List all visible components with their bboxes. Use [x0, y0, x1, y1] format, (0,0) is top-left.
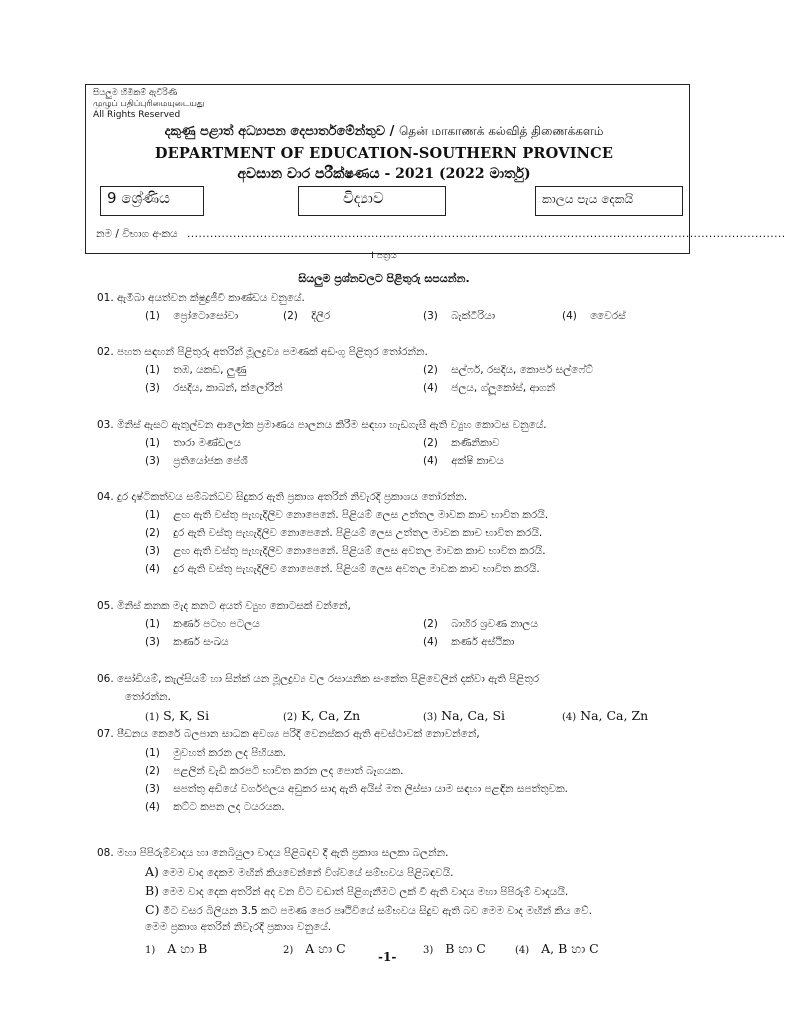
name-dotted-line: ............................................................................................................................................................: [186, 228, 786, 240]
question-text: මිනිස් ඇසට ඇතුල්වන ආලෝක ප්‍රමාණය පාලනය කිරීම සඳහා හැඩගැසී ඇති ව්‍යුහ කොටස වනුයේ.: [117, 419, 547, 431]
question-number: 01.: [97, 292, 114, 304]
question-5: [97, 600, 351, 613]
subject-box: විද්‍යාව: [298, 186, 446, 216]
q3-option-4: (4) අක්ෂි කාචය: [423, 455, 504, 467]
rights-line-english: All Rights Reserved: [93, 110, 181, 120]
name-index-label: නම / විභාග අංකය: [96, 228, 178, 240]
question-6: [97, 673, 539, 686]
q8-statement-c: C) මීට වසර බිලියන 3.5 කට පමණ පෙර පෘථිවියේ සම්භවය සිදුව ඇති බව මෙම වාද මඟින් කිය වේ.: [145, 902, 592, 917]
q5-option-4: (4) කර්ණ අස්ථිකා: [423, 636, 515, 648]
question-text: සෝඩියම්, කැල්සියම් හා සින්ක් යන මූලද්‍රව්‍ය වල රසායනික සංකේත පිළිවෙලින් දක්වා ඇති පිළිතුර: [117, 673, 540, 685]
q2-option-3: (3) රසදිය, කාබන්, ක්ලෝරීන්: [145, 382, 283, 394]
name-index-row: [96, 228, 786, 241]
question-number: 08.: [97, 847, 114, 859]
question-number: 07.: [97, 728, 114, 740]
question-2: [97, 346, 428, 359]
q7-option-2: (2) පළලින් වැඩි කරපටි භාවිත කරන ලද පොත් බෑගයක.: [145, 765, 404, 777]
question-4: [97, 491, 467, 504]
question-7: [97, 728, 480, 741]
q1-option-2: (2) දිලීර: [283, 310, 331, 322]
q8-option-2: 2) A හා C: [283, 941, 346, 956]
q8-prompt: මෙම ප්‍රකාශ අතරින් නිවැරදි ප්‍රකාශ වනුයේ.: [145, 921, 332, 933]
question-text: දුර දෘෂ්ටිකත්වය සම්බන්ධව සිදුකර ඇති ප්‍රකාශ අතරින් නිවැරදි ප්‍රකාශය තෝරන්න.: [117, 491, 468, 503]
question-6-continued: තෝරන්න.: [125, 691, 171, 703]
question-1: [97, 292, 305, 305]
rights-line-tamil: முழுப் பதிப்புரிமையுடையது: [93, 99, 205, 109]
q1-option-4: (4) වෛරස්: [562, 310, 626, 322]
q5-option-2: (2) බාහිර ශ්‍රවණ නාලය: [423, 618, 538, 630]
q8-option-1: 1) A හා B: [145, 941, 208, 956]
question-3: [97, 419, 547, 432]
question-number: 03.: [97, 419, 114, 431]
grade-box: 9 ශ්‍රේණිය: [100, 186, 204, 216]
question-number: 04.: [97, 491, 114, 503]
q5-option-3: (3) කර්ණ සංඛය: [145, 636, 229, 648]
q5-option-1: (1) කර්ණ පටහ පටලය: [145, 618, 260, 630]
q7-option-4: (4) කට්ට කපන ලද ටයරයක.: [145, 801, 285, 813]
q7-option-1: (1) මුවහත් කරන ලද පිහියක.: [145, 747, 286, 759]
q7-option-3: (3) සපත්තු අඩියේ වර්ගඵලය අඩුකර සාදා ඇති අයිස් මත ලිස්සා යාම සඳහා පළඳින සපත්තුවක.: [145, 783, 568, 795]
q6-option-4: (4) Na, Ca, Zn: [562, 708, 649, 723]
question-text: පහත සඳහන් පිළිතුරු අතරින් මූලද්‍රව්‍ය පමණක් අඩංගු පිළිතුර තෝරන්න.: [117, 346, 428, 358]
q2-option-4: (4) ජලය, ග්ලූකෝස්, ආගන්: [423, 382, 556, 394]
q4-option-4: (4) දුර ඇති වස්තු පැහැදිලිව නොපෙනේ. පිළියම් ලෙස අවතල මාවක කාච භාවිත කරයි.: [145, 563, 540, 575]
q3-option-3: (3) ප්‍රතියෝජක පේශී: [145, 455, 248, 467]
q8-statement-b: B) මෙම වාද දෙක අතරින් අද වන විට වඩාත් පිළිගැනීමට ලක් වී ඇති වාදය මහා පිපිරුම් වාදයයි.: [145, 883, 569, 898]
question-8: [97, 847, 448, 860]
question-number: 05.: [97, 600, 114, 612]
page-number: -1-: [378, 950, 397, 964]
q8-option-3: 3) B හා C: [423, 941, 486, 956]
q4-option-1: (1) ළඟ ඇති වස්තු පැහැදිලිව නොපෙනේ. පිළියම් ලෙස උත්තල මාවක කාච භාවිත කරයි.: [145, 509, 549, 521]
instruction: සියලුම ප්‍රශ්නවලට පිළිතුරු සපයන්න.: [298, 272, 470, 285]
part-label: I පත්‍රය: [371, 251, 397, 261]
q4-option-3: (3) ළඟ ඇති වස්තු පැහැදිලිව නොපෙනේ. පිළියම් ලෙස අවතල මාවක කාච භාවිත කරයි.: [145, 545, 546, 557]
q3-option-1: (1) තාරා මණ්ඩලය: [145, 437, 242, 449]
exam-title: අවසාන වාර පරීක්ෂණය - 2021 (2022 මාර්තු): [237, 166, 531, 182]
question-text: ඇමීබා අයත්වන ක්ෂුද්‍රජීවී කාණ්ඩය වනුයේ.: [117, 292, 305, 304]
q8-option-4: (4) A, B හා C: [515, 941, 599, 956]
q3-option-2: (2) කණිනිකාව: [423, 437, 500, 449]
department-name-sinhala-tamil: [0, 124, 768, 140]
q8-statement-a: A) මෙම වාද දෙකම මඟින් කියවෙන්නේ විශ්වයේ සම්භවය පිළිබඳවයි.: [145, 864, 454, 879]
q6-option-3: (3) Na, Ca, Si: [423, 708, 506, 723]
department-name-english: DEPARTMENT OF EDUCATION-SOUTHERN PROVINCE: [154, 145, 614, 162]
q6-option-2: (2) K, Ca, Zn: [283, 708, 361, 723]
question-number: 06.: [97, 673, 114, 685]
q2-option-2: (2) සල්ෆර්, රසදිය, කොපර් සල්ෆේට්: [423, 364, 593, 376]
rights-line-sinhala: සියලුම හිමිකම් ඇවිරිණි: [93, 88, 178, 98]
department-sinhala: දකුණු පළාත් අධ්‍යාපන දෙපාර්තමේන්තුව /: [164, 124, 395, 139]
time-box: කාලය පැය දෙකයි: [535, 186, 683, 216]
question-text: මිනිස් කනක මැද කනට අයත් ව්‍යුහ කොටසක් වන්නේ,: [117, 600, 351, 612]
department-tamil: தென் மாகாணக் கல்வித் திணைக்களம்: [398, 124, 604, 138]
q4-option-2: (2) දුර ඇති වස්තු පැහැදිලිව නොපෙනේ. පිළියම් ලෙස උත්තල මාවක කාච භාවිත කරයි.: [145, 527, 543, 539]
q6-option-1: (1) S, K, Si: [145, 708, 210, 723]
question-number: 02.: [97, 346, 114, 358]
q2-option-1: (1) තඹ, යකඩ, ලුණු: [145, 364, 247, 376]
question-text: පීඩනය කෙරේ බලපාන සාධක අවශ්‍ය පරිදි වෙනස්කර ඇති අවස්ථාවක් නොවන්නේ,: [117, 728, 480, 740]
q1-option-3: (3) බැක්ටීරියා: [423, 310, 496, 322]
question-text: මහා පිපිරුම්වාදය හා නෙබියුලා වාදය පිළිබඳව දී ඇති ප්‍රකාශ සලකා බලන්න.: [117, 847, 449, 859]
q1-option-1: (1) ප්‍රෝටොසෝවා: [145, 310, 239, 322]
